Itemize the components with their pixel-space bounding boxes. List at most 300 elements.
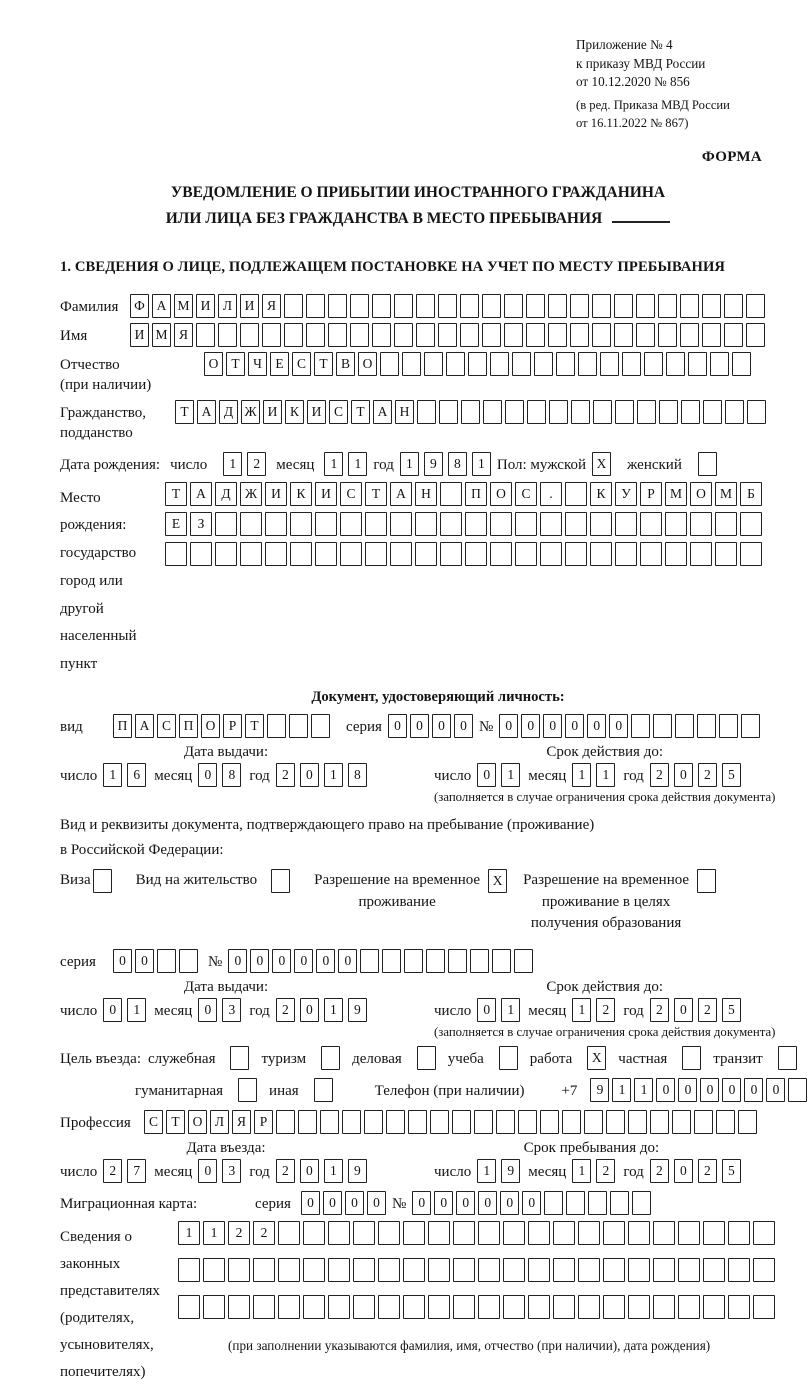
char-box[interactable]: [653, 1221, 675, 1245]
char-box[interactable]: И: [263, 400, 282, 424]
char-box[interactable]: 0: [656, 1078, 675, 1102]
char-box[interactable]: 0: [103, 998, 122, 1022]
char-box[interactable]: 1: [472, 452, 491, 476]
char-box[interactable]: [203, 1295, 225, 1319]
char-box[interactable]: О: [690, 482, 712, 506]
char-box[interactable]: 0: [388, 714, 407, 738]
char-box[interactable]: Т: [166, 1110, 185, 1134]
char-box[interactable]: Т: [245, 714, 264, 738]
char-box[interactable]: [203, 1258, 225, 1282]
char-box[interactable]: [614, 323, 633, 347]
char-box[interactable]: [715, 542, 737, 566]
char-box[interactable]: 0: [500, 1191, 519, 1215]
char-box[interactable]: [628, 1110, 647, 1134]
char-box[interactable]: [378, 1258, 400, 1282]
char-box[interactable]: С: [144, 1110, 163, 1134]
char-box[interactable]: 0: [521, 714, 540, 738]
char-box[interactable]: [303, 1295, 325, 1319]
char-box[interactable]: [416, 294, 435, 318]
char-box[interactable]: [289, 714, 308, 738]
char-box[interactable]: 0: [432, 714, 451, 738]
char-box[interactable]: 1: [324, 1159, 343, 1183]
char-box[interactable]: [440, 512, 462, 536]
char-box[interactable]: [271, 869, 290, 893]
char-box[interactable]: [565, 512, 587, 536]
char-box[interactable]: И: [307, 400, 326, 424]
char-box[interactable]: [788, 1078, 807, 1102]
char-box[interactable]: [666, 352, 685, 376]
char-box[interactable]: 1: [324, 998, 343, 1022]
char-box[interactable]: [592, 294, 611, 318]
char-box[interactable]: [417, 400, 436, 424]
char-box[interactable]: [553, 1221, 575, 1245]
char-box[interactable]: 1: [477, 1159, 496, 1183]
char-box[interactable]: [716, 1110, 735, 1134]
char-box[interactable]: [565, 482, 587, 506]
char-box[interactable]: [403, 1295, 425, 1319]
char-box[interactable]: [738, 1110, 757, 1134]
char-box[interactable]: [415, 512, 437, 536]
char-box[interactable]: [460, 294, 479, 318]
char-box[interactable]: [228, 1258, 250, 1282]
char-box[interactable]: Ж: [240, 482, 262, 506]
char-box[interactable]: [165, 542, 187, 566]
char-box[interactable]: [571, 400, 590, 424]
char-box[interactable]: .: [540, 482, 562, 506]
char-box[interactable]: 0: [412, 1191, 431, 1215]
char-box[interactable]: 0: [323, 1191, 342, 1215]
char-box[interactable]: А: [152, 294, 171, 318]
char-box[interactable]: [490, 352, 509, 376]
char-box[interactable]: 0: [338, 949, 357, 973]
char-box[interactable]: [702, 323, 721, 347]
char-box[interactable]: [697, 714, 716, 738]
char-box[interactable]: [424, 352, 443, 376]
char-box[interactable]: 8: [222, 763, 241, 787]
char-box[interactable]: [553, 1295, 575, 1319]
char-box[interactable]: 0: [294, 949, 313, 973]
char-box[interactable]: [404, 949, 423, 973]
char-box[interactable]: [438, 294, 457, 318]
char-box[interactable]: [650, 1110, 669, 1134]
char-box[interactable]: 0: [766, 1078, 785, 1102]
char-box[interactable]: [514, 949, 533, 973]
char-box[interactable]: 0: [300, 1159, 319, 1183]
char-box[interactable]: [238, 1078, 257, 1102]
char-box[interactable]: [380, 352, 399, 376]
char-box[interactable]: А: [190, 482, 212, 506]
char-box[interactable]: 2: [276, 998, 295, 1022]
char-box[interactable]: [746, 323, 765, 347]
char-box[interactable]: [265, 542, 287, 566]
char-box[interactable]: О: [201, 714, 220, 738]
char-box[interactable]: [470, 949, 489, 973]
char-box[interactable]: 0: [478, 1191, 497, 1215]
char-box[interactable]: [262, 323, 281, 347]
char-box[interactable]: Е: [270, 352, 289, 376]
char-box[interactable]: [512, 352, 531, 376]
char-box[interactable]: 0: [499, 714, 518, 738]
char-box[interactable]: 1: [324, 763, 343, 787]
char-box[interactable]: [703, 1295, 725, 1319]
char-box[interactable]: [527, 400, 546, 424]
char-box[interactable]: [548, 294, 567, 318]
char-box[interactable]: [640, 542, 662, 566]
char-box[interactable]: Т: [365, 482, 387, 506]
char-box[interactable]: Р: [640, 482, 662, 506]
char-box[interactable]: [690, 512, 712, 536]
char-box[interactable]: [728, 1221, 750, 1245]
char-box[interactable]: [628, 1295, 650, 1319]
char-box[interactable]: 2: [650, 1159, 669, 1183]
char-box[interactable]: 0: [316, 949, 335, 973]
char-box[interactable]: [659, 400, 678, 424]
char-box[interactable]: [515, 512, 537, 536]
char-box[interactable]: [640, 512, 662, 536]
char-box[interactable]: [678, 1221, 700, 1245]
char-box[interactable]: [540, 512, 562, 536]
char-box[interactable]: [725, 400, 744, 424]
char-box[interactable]: [178, 1258, 200, 1282]
char-box[interactable]: [490, 512, 512, 536]
char-box[interactable]: [628, 1221, 650, 1245]
char-box[interactable]: 0: [135, 949, 154, 973]
char-box[interactable]: [474, 1110, 493, 1134]
char-box[interactable]: [603, 1221, 625, 1245]
char-box[interactable]: 2: [276, 763, 295, 787]
char-box[interactable]: [278, 1295, 300, 1319]
char-box[interactable]: 0: [609, 714, 628, 738]
char-box[interactable]: [578, 352, 597, 376]
char-box[interactable]: [350, 294, 369, 318]
char-box[interactable]: 1: [572, 1159, 591, 1183]
char-box[interactable]: 1: [324, 452, 343, 476]
char-box[interactable]: [390, 542, 412, 566]
char-box[interactable]: 0: [300, 998, 319, 1022]
char-box[interactable]: [228, 1295, 250, 1319]
char-box[interactable]: [353, 1221, 375, 1245]
char-box[interactable]: [697, 869, 716, 893]
char-box[interactable]: [276, 1110, 295, 1134]
char-box[interactable]: X: [587, 1046, 606, 1070]
char-box[interactable]: К: [590, 482, 612, 506]
char-box[interactable]: З: [190, 512, 212, 536]
char-box[interactable]: 1: [501, 763, 520, 787]
char-box[interactable]: Л: [218, 294, 237, 318]
char-box[interactable]: М: [174, 294, 193, 318]
char-box[interactable]: [378, 1295, 400, 1319]
char-box[interactable]: Д: [219, 400, 238, 424]
char-box[interactable]: [747, 400, 766, 424]
char-box[interactable]: [778, 1046, 797, 1070]
char-box[interactable]: [492, 949, 511, 973]
char-box[interactable]: С: [515, 482, 537, 506]
char-box[interactable]: [290, 512, 312, 536]
char-box[interactable]: 0: [522, 1191, 541, 1215]
char-box[interactable]: [253, 1258, 275, 1282]
char-box[interactable]: 8: [348, 763, 367, 787]
char-box[interactable]: [342, 1110, 361, 1134]
char-box[interactable]: [636, 323, 655, 347]
char-box[interactable]: П: [465, 482, 487, 506]
char-box[interactable]: 1: [223, 452, 242, 476]
char-box[interactable]: К: [285, 400, 304, 424]
char-box[interactable]: [446, 352, 465, 376]
char-box[interactable]: [603, 1295, 625, 1319]
char-box[interactable]: [478, 1258, 500, 1282]
char-box[interactable]: [440, 542, 462, 566]
char-box[interactable]: 2: [103, 1159, 122, 1183]
char-box[interactable]: [592, 323, 611, 347]
char-box[interactable]: [178, 1295, 200, 1319]
char-box[interactable]: [240, 323, 259, 347]
char-box[interactable]: [610, 1191, 629, 1215]
char-box[interactable]: [678, 1258, 700, 1282]
char-box[interactable]: И: [315, 482, 337, 506]
char-box[interactable]: [465, 542, 487, 566]
char-box[interactable]: [724, 294, 743, 318]
char-box[interactable]: 9: [501, 1159, 520, 1183]
char-box[interactable]: [728, 1295, 750, 1319]
char-box[interactable]: [680, 323, 699, 347]
char-box[interactable]: [658, 323, 677, 347]
char-box[interactable]: [665, 512, 687, 536]
char-box[interactable]: [702, 294, 721, 318]
char-box[interactable]: 0: [565, 714, 584, 738]
char-box[interactable]: [415, 542, 437, 566]
char-box[interactable]: 0: [434, 1191, 453, 1215]
char-box[interactable]: 0: [744, 1078, 763, 1102]
char-box[interactable]: Я: [232, 1110, 251, 1134]
char-box[interactable]: [453, 1258, 475, 1282]
char-box[interactable]: [278, 1258, 300, 1282]
char-box[interactable]: 0: [456, 1191, 475, 1215]
char-box[interactable]: 8: [448, 452, 467, 476]
char-box[interactable]: [353, 1295, 375, 1319]
char-box[interactable]: [382, 949, 401, 973]
char-box[interactable]: [588, 1191, 607, 1215]
char-box[interactable]: [678, 1295, 700, 1319]
char-box[interactable]: Е: [165, 512, 187, 536]
char-box[interactable]: 0: [301, 1191, 320, 1215]
char-box[interactable]: [240, 542, 262, 566]
char-box[interactable]: 2: [698, 998, 717, 1022]
char-box[interactable]: 0: [228, 949, 247, 973]
char-box[interactable]: [453, 1295, 475, 1319]
char-box[interactable]: [230, 1046, 249, 1070]
char-box[interactable]: [350, 323, 369, 347]
char-box[interactable]: [637, 400, 656, 424]
char-box[interactable]: Т: [175, 400, 194, 424]
char-box[interactable]: Н: [415, 482, 437, 506]
char-box[interactable]: [320, 1110, 339, 1134]
char-box[interactable]: [365, 512, 387, 536]
char-box[interactable]: [157, 949, 176, 973]
char-box[interactable]: [394, 294, 413, 318]
char-box[interactable]: [265, 512, 287, 536]
char-box[interactable]: [688, 352, 707, 376]
char-box[interactable]: [353, 1258, 375, 1282]
char-box[interactable]: [636, 294, 655, 318]
char-box[interactable]: [753, 1258, 775, 1282]
char-box[interactable]: Б: [740, 482, 762, 506]
char-box[interactable]: [290, 542, 312, 566]
char-box[interactable]: [653, 1258, 675, 1282]
char-box[interactable]: В: [336, 352, 355, 376]
char-box[interactable]: 0: [300, 763, 319, 787]
char-box[interactable]: [584, 1110, 603, 1134]
char-box[interactable]: [390, 512, 412, 536]
char-box[interactable]: [675, 714, 694, 738]
char-box[interactable]: [746, 294, 765, 318]
char-box[interactable]: Я: [262, 294, 281, 318]
char-box[interactable]: [478, 1221, 500, 1245]
char-box[interactable]: [644, 352, 663, 376]
char-box[interactable]: [740, 512, 762, 536]
char-box[interactable]: [303, 1258, 325, 1282]
char-box[interactable]: [694, 1110, 713, 1134]
char-box[interactable]: [278, 1221, 300, 1245]
char-box[interactable]: [505, 400, 524, 424]
char-box[interactable]: [553, 1258, 575, 1282]
char-box[interactable]: [631, 714, 650, 738]
char-box[interactable]: [428, 1295, 450, 1319]
char-box[interactable]: [490, 542, 512, 566]
char-box[interactable]: [690, 542, 712, 566]
char-box[interactable]: [534, 352, 553, 376]
char-box[interactable]: [430, 1110, 449, 1134]
char-box[interactable]: [710, 352, 729, 376]
char-box[interactable]: [570, 323, 589, 347]
char-box[interactable]: 0: [674, 763, 693, 787]
char-box[interactable]: [315, 512, 337, 536]
char-box[interactable]: [365, 542, 387, 566]
char-box[interactable]: 1: [572, 763, 591, 787]
char-box[interactable]: [438, 323, 457, 347]
char-box[interactable]: [215, 512, 237, 536]
char-box[interactable]: И: [265, 482, 287, 506]
char-box[interactable]: [179, 949, 198, 973]
char-box[interactable]: [614, 294, 633, 318]
char-box[interactable]: [306, 323, 325, 347]
char-box[interactable]: [615, 542, 637, 566]
char-box[interactable]: [321, 1046, 340, 1070]
char-box[interactable]: [504, 323, 523, 347]
char-box[interactable]: 1: [178, 1221, 200, 1245]
char-box[interactable]: 5: [722, 763, 741, 787]
char-box[interactable]: [724, 323, 743, 347]
char-box[interactable]: Н: [395, 400, 414, 424]
char-box[interactable]: [196, 323, 215, 347]
char-box[interactable]: 0: [272, 949, 291, 973]
char-box[interactable]: 5: [722, 1159, 741, 1183]
char-box[interactable]: 2: [596, 1159, 615, 1183]
char-box[interactable]: [556, 352, 575, 376]
char-box[interactable]: [740, 542, 762, 566]
char-box[interactable]: [253, 1295, 275, 1319]
char-box[interactable]: [728, 1258, 750, 1282]
char-box[interactable]: У: [615, 482, 637, 506]
char-box[interactable]: Т: [165, 482, 187, 506]
char-box[interactable]: [461, 400, 480, 424]
char-box[interactable]: 5: [722, 998, 741, 1022]
char-box[interactable]: 0: [367, 1191, 386, 1215]
char-box[interactable]: [315, 542, 337, 566]
char-box[interactable]: 2: [650, 998, 669, 1022]
char-box[interactable]: [417, 1046, 436, 1070]
char-box[interactable]: [528, 1258, 550, 1282]
char-box[interactable]: [503, 1295, 525, 1319]
char-box[interactable]: П: [113, 714, 132, 738]
char-box[interactable]: [314, 1078, 333, 1102]
char-box[interactable]: [372, 323, 391, 347]
char-box[interactable]: 3: [222, 998, 241, 1022]
char-box[interactable]: [566, 1191, 585, 1215]
char-box[interactable]: [328, 1221, 350, 1245]
char-box[interactable]: [403, 1221, 425, 1245]
char-box[interactable]: 7: [127, 1159, 146, 1183]
char-box[interactable]: 0: [700, 1078, 719, 1102]
char-box[interactable]: [402, 352, 421, 376]
char-box[interactable]: [482, 294, 501, 318]
char-box[interactable]: [364, 1110, 383, 1134]
char-box[interactable]: [218, 323, 237, 347]
char-box[interactable]: [703, 1258, 725, 1282]
char-box[interactable]: [600, 352, 619, 376]
char-box[interactable]: И: [240, 294, 259, 318]
char-box[interactable]: [715, 512, 737, 536]
char-box[interactable]: П: [179, 714, 198, 738]
char-box[interactable]: [672, 1110, 691, 1134]
char-box[interactable]: [328, 294, 347, 318]
char-box[interactable]: [703, 1221, 725, 1245]
char-box[interactable]: [428, 1258, 450, 1282]
char-box[interactable]: [408, 1110, 427, 1134]
char-box[interactable]: [340, 512, 362, 536]
char-box[interactable]: [448, 949, 467, 973]
char-box[interactable]: 1: [572, 998, 591, 1022]
char-box[interactable]: М: [152, 323, 171, 347]
char-box[interactable]: 0: [674, 1159, 693, 1183]
char-box[interactable]: 0: [410, 714, 429, 738]
char-box[interactable]: [753, 1221, 775, 1245]
char-box[interactable]: [478, 1295, 500, 1319]
char-box[interactable]: [328, 323, 347, 347]
char-box[interactable]: 0: [477, 998, 496, 1022]
char-box[interactable]: [544, 1191, 563, 1215]
char-box[interactable]: 2: [698, 1159, 717, 1183]
char-box[interactable]: 0: [250, 949, 269, 973]
char-box[interactable]: 1: [127, 998, 146, 1022]
char-box[interactable]: [548, 323, 567, 347]
char-box[interactable]: И: [130, 323, 149, 347]
char-box[interactable]: Т: [351, 400, 370, 424]
char-box[interactable]: [653, 1295, 675, 1319]
char-box[interactable]: О: [358, 352, 377, 376]
char-box[interactable]: 9: [348, 998, 367, 1022]
char-box[interactable]: [590, 512, 612, 536]
char-box[interactable]: 0: [198, 1159, 217, 1183]
char-box[interactable]: 0: [543, 714, 562, 738]
char-box[interactable]: [460, 323, 479, 347]
char-box[interactable]: [328, 1258, 350, 1282]
char-box[interactable]: 0: [454, 714, 473, 738]
char-box[interactable]: [465, 512, 487, 536]
char-box[interactable]: [526, 323, 545, 347]
char-box[interactable]: 2: [228, 1221, 250, 1245]
char-box[interactable]: С: [292, 352, 311, 376]
char-box[interactable]: [483, 400, 502, 424]
